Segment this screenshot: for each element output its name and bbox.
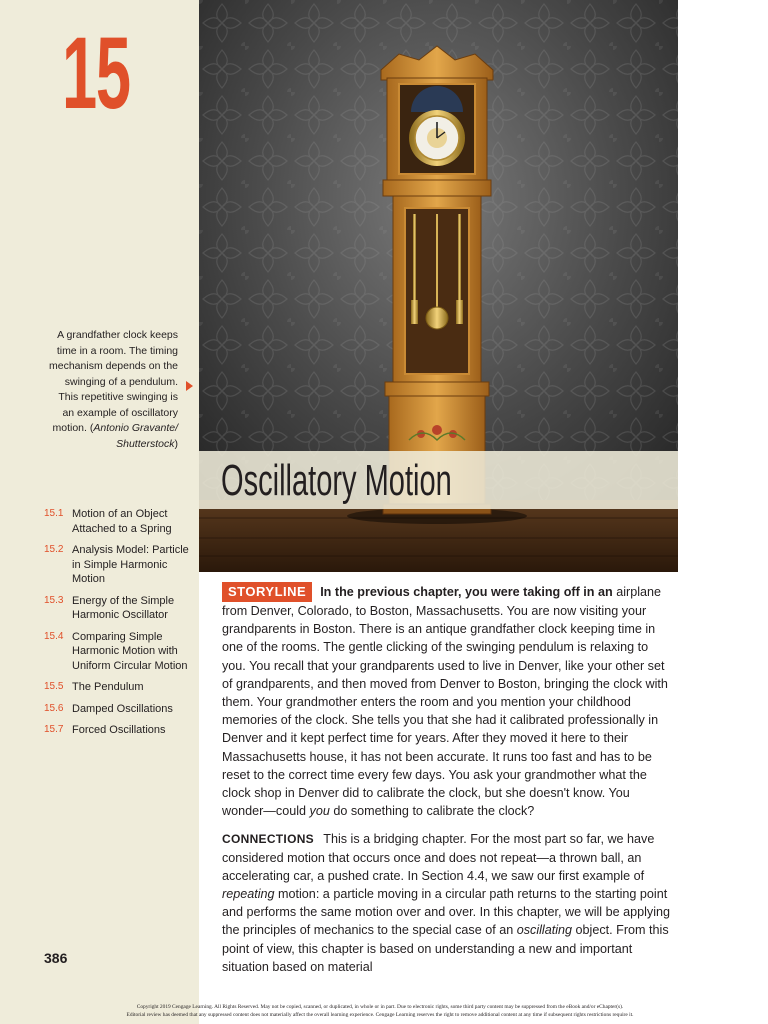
storyline-text-end: do something to calibrate the clock?: [329, 804, 535, 819]
section-list: [44, 507, 194, 745]
copyright-line-2: Editorial review has deemed that any suppressed content does not materially affect the overall learning experience. Cengage Learning reserves the right to remove additional content at any time if subsequent rights restrictions require it.: [126, 1012, 634, 1018]
toc-item[interactable]: [44, 543, 194, 587]
right-margin: [678, 0, 768, 1024]
toc-number: 15.7: [44, 724, 64, 735]
storyline-tag: STORYLINE: [222, 582, 312, 602]
storyline-text: airplane from Denver, Colorado, to Boston, Massachusetts. You are now visiting your grandparents in Boston. There is an antique grandfather clock keeping time in one of the rooms. The gentle clicking of the swinging pendulum is relaxing to you. You recall that your grandparents used to live in Denver, like your other set of grandparents, and then moved from Denver to Boston, bringing the clock with them. Your grandmother enters the room and you mention your childhood memories of the clock. She tells you that she had it calibrated professionally in Denver and it kept perfect time for years. After they moved it here to their Massachusetts house, it has not been accurate. It runs too fast and has to be reset to the correct time every few days. You ask your grandmother what the clock shop in Denver did to calibrate the clock, but she doesn't know. You wonder—could: [222, 585, 668, 819]
chapter-intro: [222, 582, 674, 976]
caption-pointer-icon: [186, 381, 193, 391]
storyline-paragraph: [222, 582, 674, 820]
connections-text: This is a bridging chapter. For the most part so far, we have considered motion that occurs once and does not repeat—a thrown ball, an accelerating car, a pushed crate. In Section 4.4, we saw our first example of: [222, 832, 655, 883]
toc-item[interactable]: [44, 702, 194, 717]
storyline-lead: In the previous chapter, you were taking off in an: [320, 585, 613, 599]
toc-title: Comparing Simple Harmonic Motion with Uniform Circular Motion: [72, 630, 188, 672]
page-number: 386: [44, 950, 68, 966]
connections-paragraph: [222, 830, 674, 976]
toc-number: 15.5: [44, 681, 64, 692]
connections-text-2: motion: a particle moving in a circular path returns to the starting point and performs the same motion over and over. In this chapter, we will be applying the principles of mechanics to the special case of an: [222, 887, 671, 938]
caption-credit: Antonio Gravante/ Shutterstock: [93, 422, 178, 450]
toc-item[interactable]: [44, 680, 194, 695]
toc-number: 15.6: [44, 702, 64, 714]
toc-number: 15.1: [44, 508, 64, 519]
connections-emphasis-oscillating: oscillating: [516, 923, 573, 938]
toc-title: The Pendulum: [72, 681, 144, 693]
chapter-number: 15: [62, 16, 130, 130]
connections-heading: CONNECTIONS: [222, 832, 314, 847]
copyright-footer: [60, 1003, 700, 1019]
connections-emphasis-repeating: repeating: [222, 887, 275, 902]
chapter-title: Oscillatory Motion: [221, 456, 452, 505]
toc-title: Analysis Model: Particle in Simple Harmonic Motion: [72, 544, 189, 585]
toc-number: 15.3: [44, 594, 64, 606]
chapter-title-band: [199, 451, 678, 509]
copyright-line-1: Copyright 2019 Cengage Learning. All Rights Reserved. May not be copied, scanned, or duplicated, in whole or in part. Due to electronic rights, some third party content may be suppressed from the eBook and/or eChapter(s).: [136, 1004, 624, 1010]
toc-item[interactable]: [44, 723, 194, 738]
sidebar: [0, 0, 199, 1024]
storyline-emphasis: you: [309, 804, 330, 819]
toc-title: Energy of the Simple Harmonic Oscillator: [72, 594, 175, 621]
connections-text-3: object. From this point of view, this chapter is based on understanding a new and important situation based on material: [222, 923, 669, 974]
toc-title: Damped Oscillations: [72, 702, 173, 715]
toc-title: Forced Oscillations: [72, 724, 166, 736]
toc-item[interactable]: [44, 630, 194, 674]
toc-number: 15.2: [44, 544, 64, 555]
caption-text: A grandfather clock keeps time in a room. The timing mechanism depends on the swinging of a pendulum. This repetitive swinging is an example of oscillatory motion. (: [49, 329, 178, 434]
toc-item[interactable]: [44, 594, 194, 623]
toc-number: 15.4: [44, 630, 64, 642]
photo-caption: [44, 328, 178, 452]
toc-title: Motion of an Object Attached to a Spring: [72, 508, 172, 535]
toc-item[interactable]: [44, 507, 194, 536]
caption-close: ): [174, 437, 178, 450]
